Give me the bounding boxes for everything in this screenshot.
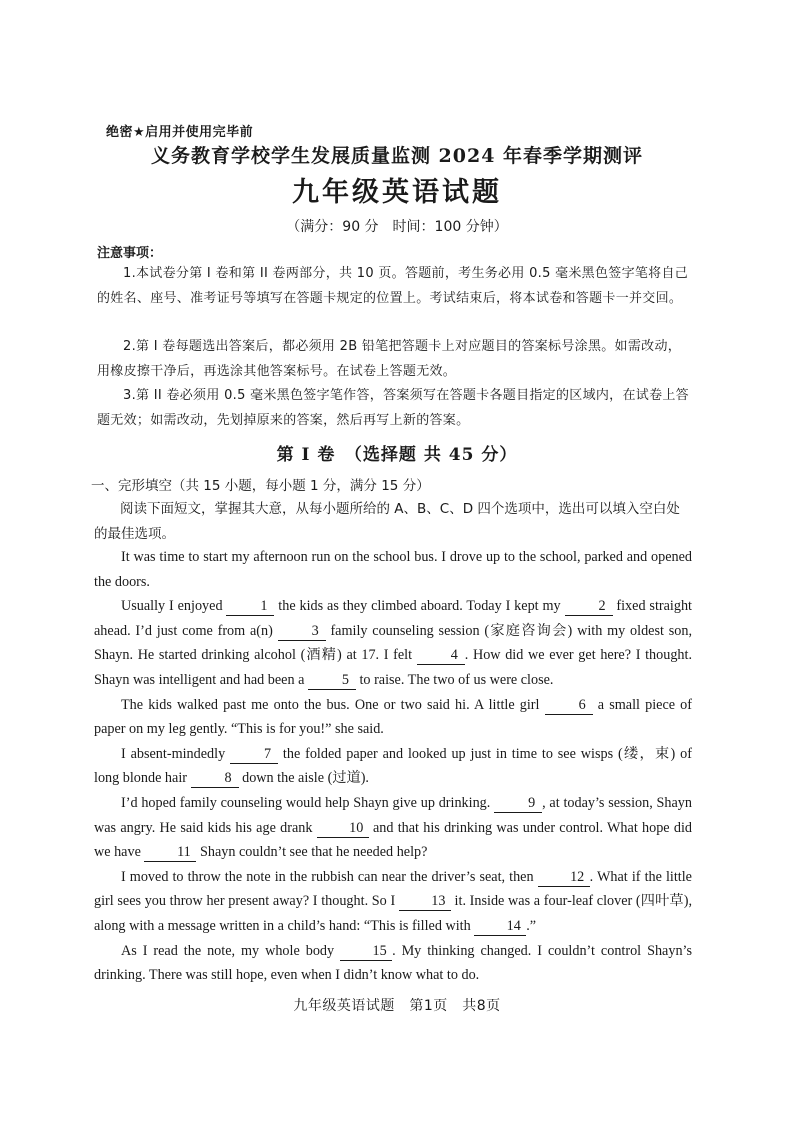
passage-text: I absent-mindedly [121, 745, 231, 762]
passage-text: Usually I enjoyed [121, 598, 227, 615]
passage-text: down the aisle (过道). [238, 770, 369, 787]
passage-text: The kids walked past me onto the bus. One or two said hi. A little girl [121, 696, 545, 713]
blank-7: 7 [230, 745, 278, 764]
cloze-passage [94, 545, 692, 988]
blank-4: 4 [417, 646, 465, 665]
score-time-line: （满分：90 分 时间：100 分钟） [286, 219, 508, 235]
exam-title-line1: 义务教育学校学生发展质量监测 2024 年春季学期测评 [150, 145, 644, 167]
passage-text: to raise. The two of us were close. [355, 671, 554, 688]
exam-title-line2: 九年级英语试题 [292, 177, 502, 208]
passage-text: It was time to start my afternoon run on the school bus. I drove up to the school, parked and opened the doors. [94, 549, 692, 590]
blank-14: 14 [474, 917, 526, 936]
part1-title: 第 I 卷 （选择题 共 45 分） [276, 445, 518, 465]
blank-10: 10 [317, 819, 369, 838]
passage-text: the kids as they climbed aboard. Today I kept my [274, 598, 565, 615]
passage-text: . What if the little girl sees you throw her present away? I thought. So I [94, 868, 692, 910]
passage-text: the folded paper and looked up just in time to see wisps (缕，束) of long blonde hair [94, 745, 692, 787]
blank-11: 11 [144, 843, 196, 862]
blank-12: 12 [538, 868, 590, 887]
blank-3: 3 [278, 622, 326, 641]
blank-15: 15 [340, 942, 392, 961]
notice-item-3: 3.第 II 卷必须用 0.5 毫米黑色签字笔作答，答案须写在答题卡各题目指定的区域内，在试卷上答题无效；如需改动，先划掉原来的答案，然后再写上新的答案。 [97, 388, 689, 428]
passage-paragraph [94, 594, 692, 692]
blank-2: 2 [565, 597, 613, 616]
section-heading: 一、完形填空（共 15 小题，每小题 1 分，满分 15 分） [91, 478, 430, 494]
passage-text: and that his drinking was under control. What hope did we have [94, 819, 693, 861]
confidential-label: 绝密★启用并使用完毕前 [106, 125, 254, 140]
passage-paragraph [94, 742, 692, 791]
page-footer: 九年级英语试题 第1页 共8页 [293, 998, 501, 1014]
passage-text: Shayn couldn’t see that he needed help? [196, 844, 428, 861]
passage-text: family counseling session (家庭咨询会) with my oldest son, Shayn. He started drinking alcohol (酒精) at 17. I felt [94, 622, 692, 664]
section-instruction: 阅读下面短文，掌握其大意，从每小题所给的 A、B、C、D 四个选项中，选出可以填入空白处的最佳选项。 [94, 501, 680, 542]
blank-8: 8 [191, 769, 239, 788]
blank-5: 5 [308, 671, 356, 690]
passage-text: fixed straight ahead. I’d just come from a(n) [94, 598, 692, 639]
blank-13: 13 [399, 892, 451, 911]
passage-text: a small piece of paper on my leg gently. “This is for you!” she said. [94, 696, 693, 738]
blank-1: 1 [226, 597, 274, 616]
blank-9: 9 [494, 794, 542, 813]
passage-text: .” [526, 917, 537, 934]
notice-item-1: 1.本试卷分第 I 卷和第 II 卷两部分，共 10 页。答题前，考生务必用 0.5 毫米黑色签字笔将自己的姓名、座号、准考证号等填写在答题卡规定的位置上。考试结束后，将本试卷和答题卡一并交回。 [97, 266, 689, 306]
passage-text: I’d hoped family counseling would help Shayn give up drinking. [121, 794, 495, 811]
passage-text: . My thinking changed. I couldn’t control Shayn’s drinking. There was still hope, even when I didn’t know what to do. [94, 942, 692, 984]
passage-paragraph [94, 865, 692, 939]
blank-6: 6 [545, 696, 593, 715]
passage-paragraph [94, 545, 692, 594]
passage-text: , at today’s session, Shayn was angry. He said kids his age drank [94, 794, 692, 836]
passage-text: . How did we ever get here? I thought. Shayn was intelligent and had been a [94, 647, 692, 688]
passage-paragraph [94, 693, 692, 742]
passage-text: As I read the note, my whole body [121, 942, 341, 959]
passage-paragraph [94, 791, 692, 865]
passage-text: it. Inside was a four-leaf clover (四叶草), along with a message written in a child’s hand: “This is filled with [94, 893, 692, 934]
notice-title: 注意事项： [97, 246, 163, 261]
notice-item-2: 2.第 I 卷每题选出答案后，都必须用 2B 铅笔把答题卡上对应题目的答案标号涂黑。如需改动，用橡皮擦干净后，再选涂其他答案标号。在试卷上答题无效。 [97, 339, 682, 379]
passage-text: I moved to throw the note in the rubbish can near the driver’s seat, then [121, 868, 538, 885]
passage-paragraph [94, 939, 692, 988]
